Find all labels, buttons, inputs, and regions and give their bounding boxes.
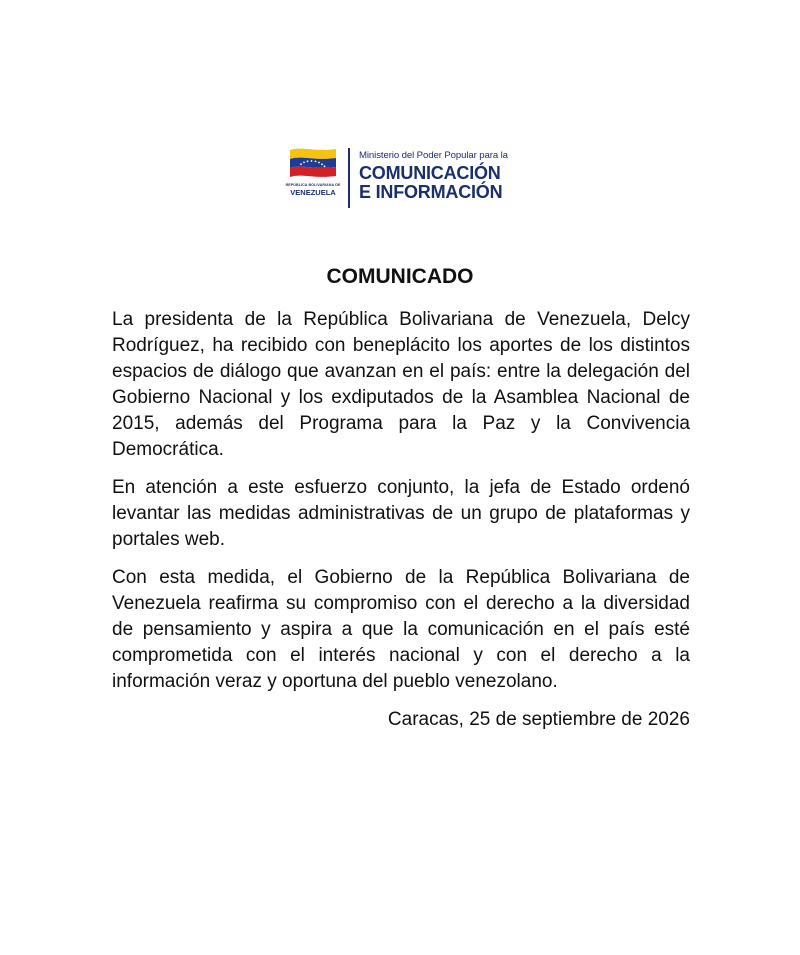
paragraph-2: En atención a este esfuerzo conjunto, la jefa de Estado ordenó levantar las medidas administrativas de un grupo de plataformas y portales web. — [112, 477, 690, 550]
venezuela-flag-icon — [288, 146, 338, 180]
flag-stripe-red — [290, 167, 336, 177]
paragraph-3: Con esta medida, el Gobierno de la República Bolivariana de Venezuela reafirma su compromiso con el derecho a la diversidad de pensamiento y aspira a que la comunicación en el país esté comprometida con el interés nacional y con el derecho a la información veraz y oportuna del pueblo venezolano. — [112, 567, 690, 692]
logo-divider — [348, 148, 350, 208]
ministry-name — [359, 146, 508, 202]
ministry-name-line2: E INFORMACIÓN — [359, 182, 503, 202]
document-title: COMUNICADO — [326, 265, 474, 288]
flag-stripe-blue — [290, 158, 336, 168]
flag-stripe-yellow — [290, 149, 336, 159]
paragraph-1: La presidenta de la República Bolivariana de Venezuela, Delcy Rodríguez, ha recibido con beneplácito los aportes de los distintos espacios de diálogo que avanzan en el país: entre la delegación del Gobierno Nacional y los exdiputados de la Asamblea Nacional de 2015, además del Programa para la Paz y la Convivencia Democrática. — [112, 309, 690, 460]
ministry-prefix: Ministerio del Poder Popular para la — [359, 150, 508, 161]
flag-block — [286, 146, 340, 197]
document-body — [112, 307, 690, 733]
flag-caption-small: REPÚBLICA BOLIVARIANA DE — [285, 183, 341, 187]
place-date-signoff: Caracas, 25 de septiembre de 2026 — [387, 709, 690, 730]
flag-caption-country: VENEZUELA — [290, 188, 336, 197]
ministry-logo — [286, 146, 508, 210]
ministry-name-line1: COMUNICACIÓN — [359, 163, 501, 183]
